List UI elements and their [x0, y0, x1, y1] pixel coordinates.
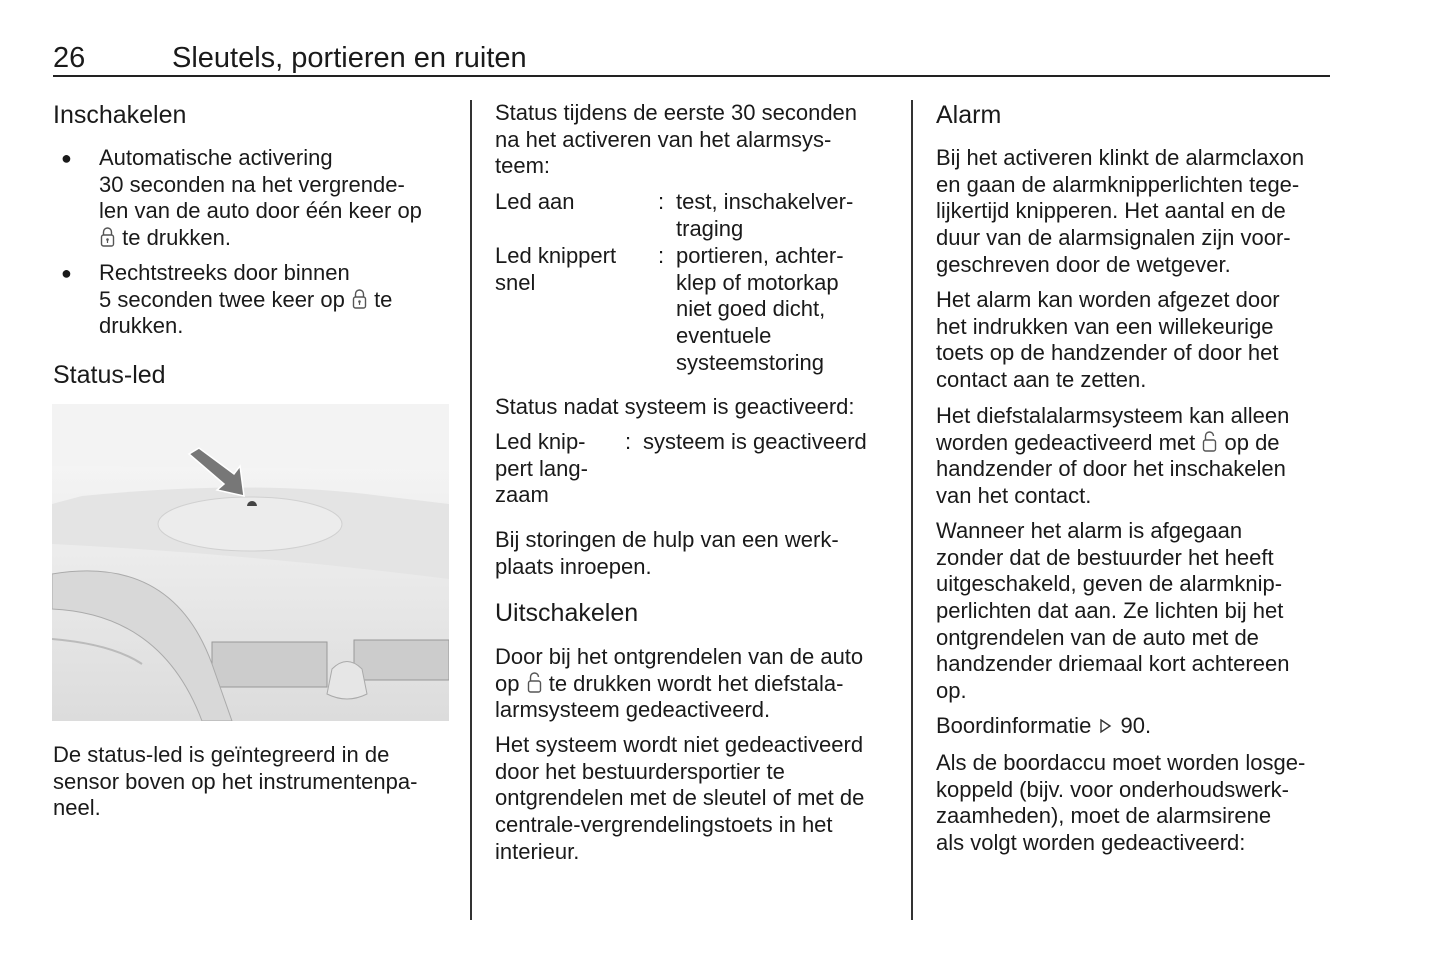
text-line: [936, 571, 1289, 598]
text-segment: larmsysteem gedeactiveerd.: [495, 697, 771, 723]
cross-reference[interactable]: [936, 713, 1151, 740]
text-line: [936, 225, 1304, 252]
text-segment: Status tijdens de eerste 30 seconden: [495, 100, 858, 125]
text-segment: drukken.: [99, 313, 184, 339]
text-segment: neel.: [53, 795, 101, 821]
paragraph: [936, 403, 1289, 510]
text-line: [936, 367, 1280, 394]
text-segment: Automatische activering: [99, 145, 333, 170]
text-segment: teem:: [495, 153, 551, 179]
text-line: [495, 127, 857, 154]
text-segment: toets op de handzender of door het: [936, 340, 1279, 366]
text-segment: te: [367, 286, 393, 312]
text-line: [53, 769, 417, 796]
text-segment: 90.: [1114, 713, 1152, 738]
text-line: [936, 678, 1289, 705]
paragraph: [495, 644, 863, 724]
text-line: [936, 145, 1304, 172]
paragraph: [936, 287, 1280, 394]
dashboard-illustration: [52, 404, 449, 721]
page-reference-icon: [1097, 713, 1114, 738]
text-line: [99, 145, 422, 172]
column-divider: [470, 100, 472, 920]
text-segment: ontgrendelen van de auto met de: [936, 624, 1259, 650]
text-segment: Het alarm kan worden afgezet door: [936, 287, 1280, 312]
text-line: [936, 625, 1289, 652]
text-line: [99, 260, 392, 287]
text-segment: op de: [1218, 429, 1280, 455]
text-segment: Als de boordaccu moet worden losge-: [936, 750, 1306, 775]
text-segment: ontgrendelen met de sleutel of met de: [495, 785, 865, 811]
text-segment: duur van de alarmsignalen zijn voor-: [936, 225, 1291, 251]
table-row-label: Led knip- pert lang- zaam: [495, 429, 588, 508]
text-line: [495, 785, 864, 812]
text-segment: 5 seconden twee keer op: [99, 286, 351, 312]
text-segment: contact aan te zetten.: [936, 367, 1147, 393]
page-title: Sleutels, portieren en ruiten: [172, 42, 527, 74]
text-segment: centrale-vergrendelingstoets in het: [495, 812, 833, 838]
unlock-icon: [526, 671, 543, 696]
text-segment: zonder dat de bestuurder het heeft: [936, 544, 1274, 570]
text-segment: uitgeschakeld, geven de alarmknip-: [936, 571, 1283, 597]
paragraph: [936, 518, 1289, 705]
text-segment: Door bij het ontgrendelen van de auto: [495, 644, 864, 669]
text-line: [495, 527, 839, 554]
bullet-icon: ●: [61, 148, 72, 168]
text-line: [936, 430, 1289, 457]
text-line: [936, 252, 1304, 279]
text-segment: geschreven door de wetgever.: [936, 251, 1231, 277]
text-segment: 30 seconden na het vergrende-: [99, 171, 405, 197]
text-line: [936, 651, 1289, 678]
page-number: 26: [53, 42, 86, 74]
text-segment: perlichten dat aan. Ze lichten bij het: [936, 598, 1284, 624]
text-segment: Het diefstalalarmsysteem kan alleen: [936, 403, 1290, 428]
bullet-item: [61, 145, 422, 252]
paragraph: [936, 750, 1305, 857]
text-segment: Wanneer het alarm is afgegaan: [936, 518, 1243, 543]
text-line: [495, 732, 864, 759]
text-segment: len van de auto door één keer op: [99, 198, 422, 224]
text-line: [936, 403, 1289, 430]
text-segment: het indrukken van een willekeurige: [936, 313, 1274, 339]
text-line: [936, 172, 1304, 199]
text-line: [495, 671, 863, 698]
text-segment: sensor boven op het instrumentenpa-: [53, 768, 418, 794]
header-rule: [53, 75, 1330, 77]
text-line: [936, 830, 1305, 857]
text-segment: en gaan de alarmknipperlichten tege-: [936, 171, 1300, 197]
text-segment: koppeld (bijv. voor onderhoudswerk-: [936, 776, 1289, 802]
table-row-label: Led knippert snel: [495, 243, 617, 295]
text-segment: lijkertijd knipperen. Het aantal en de: [936, 198, 1286, 224]
status-intro: [495, 100, 857, 180]
text-line: [936, 750, 1305, 777]
text-line: [936, 198, 1304, 225]
section-heading-status-led: Status-led: [53, 361, 166, 389]
text-line: [495, 644, 863, 671]
text-line: [99, 172, 422, 199]
text-segment: Het systeem wordt niet gedeactiveerd: [495, 732, 864, 757]
text-line: [936, 713, 1151, 740]
section-heading-inschakelen: Inschakelen: [53, 101, 187, 129]
table-row-separator: :: [625, 429, 632, 454]
text-line: [53, 742, 417, 769]
section-heading-uitschakelen: Uitschakelen: [495, 599, 639, 627]
text-segment: te drukken.: [116, 225, 231, 251]
text-line: [936, 803, 1305, 830]
table-row-label: Led aan: [495, 189, 575, 214]
text-segment: na het activeren van het alarmsys-: [495, 126, 832, 152]
text-segment: worden gedeactiveerd met: [936, 429, 1202, 455]
text-segment: als volgt worden gedeactiveerd:: [936, 830, 1246, 856]
status-led-description: [53, 742, 417, 822]
text-line: [936, 545, 1289, 572]
text-line: [936, 340, 1280, 367]
text-segment: interieur.: [495, 838, 580, 864]
text-line: [936, 287, 1280, 314]
paragraph: [495, 732, 864, 865]
text-line: [495, 839, 864, 866]
text-line: [495, 759, 864, 786]
text-line: [936, 483, 1289, 510]
text-line: [99, 225, 422, 252]
text-segment: Rechtstreeks door binnen: [99, 260, 350, 285]
paragraph: [936, 145, 1304, 278]
text-line: [495, 812, 864, 839]
text-segment: zaamheden), moet de alarmsirene: [936, 803, 1272, 829]
section-heading-alarm: Alarm: [936, 101, 1002, 129]
text-line: [936, 518, 1289, 545]
text-segment: De status-led is geïntegreerd in de: [53, 742, 390, 767]
lock-icon: [351, 287, 368, 312]
bullet-item: [61, 260, 393, 340]
status-after-activation: [495, 394, 855, 421]
column-divider: [911, 100, 913, 920]
text-line: [495, 100, 857, 127]
text-segment: door het bestuurdersportier te: [495, 758, 785, 784]
text-segment: te drukken wordt het diefstala-: [542, 670, 844, 696]
text-segment: handzender of door het inschakelen: [936, 456, 1286, 482]
table-row-separator: :: [658, 243, 665, 268]
text-line: [936, 456, 1289, 483]
unlock-icon: [1201, 430, 1218, 455]
table-row-value: test, inschakelver- traging: [676, 189, 854, 241]
text-line: [53, 795, 417, 822]
text-segment: op: [495, 670, 526, 696]
text-segment: van het contact.: [936, 483, 1092, 509]
text-segment: Status nadat systeem is geactiveerd:: [495, 394, 855, 419]
malfunction-note: [495, 527, 839, 580]
text-line: [495, 394, 855, 421]
table-row-value: portieren, achter- klep of motorkap niet goed dicht, eventuele systeemstoring: [676, 243, 844, 375]
text-line: [936, 598, 1289, 625]
table-row-separator: :: [658, 189, 665, 214]
text-line: [936, 314, 1280, 341]
table-row-value: systeem is geactiveerd: [643, 429, 867, 454]
text-segment: Bij het activeren klinkt de alarmclaxon: [936, 145, 1305, 170]
text-line: [99, 198, 422, 225]
text-line: [936, 777, 1305, 804]
text-line: [495, 697, 863, 724]
text-segment: handzender driemaal kort achtereen: [936, 651, 1290, 677]
text-segment: plaats inroepen.: [495, 553, 652, 579]
text-line: [495, 153, 857, 180]
text-line: [99, 313, 392, 340]
bullet-icon: ●: [61, 263, 72, 283]
lock-icon: [99, 225, 116, 250]
text-segment: op.: [936, 678, 967, 704]
text-line: [495, 554, 839, 581]
text-segment: Boordinformatie: [936, 713, 1098, 738]
text-line: [99, 287, 392, 314]
text-segment: Bij storingen de hulp van een werk-: [495, 527, 839, 552]
